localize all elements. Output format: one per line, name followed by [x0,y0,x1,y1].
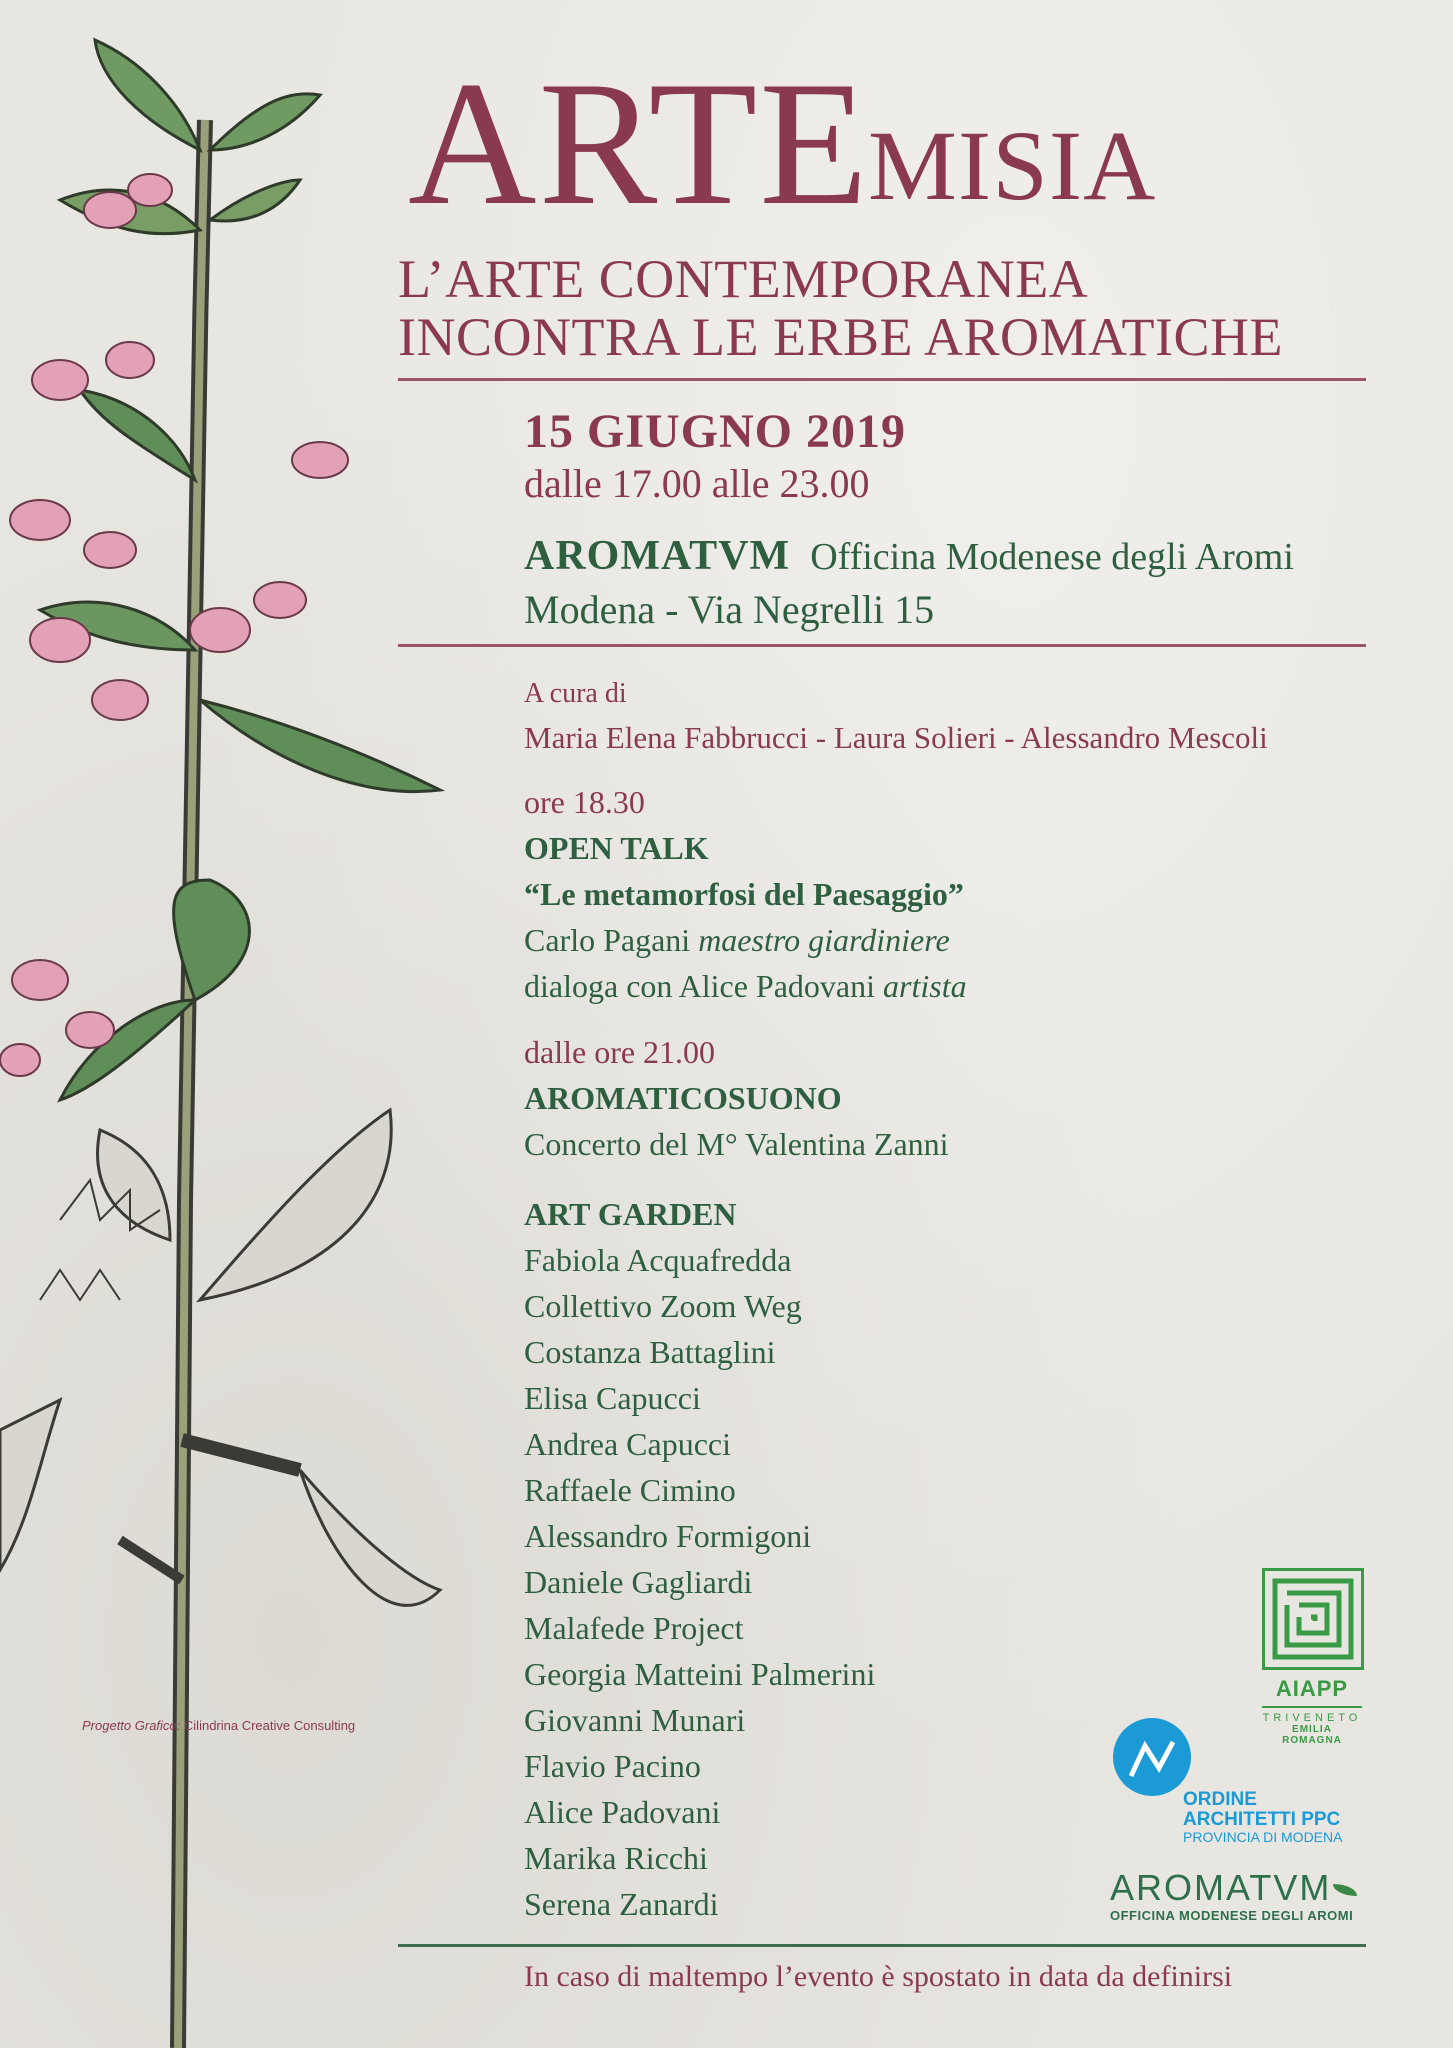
curators-names: Maria Elena Fabbrucci - Laura Solieri - Alessandro Mescoli [524,720,1268,755]
credit-label: Progetto Grafico: [82,1718,181,1733]
ordine-line-3: PROVINCIA DI MODENA [1183,1829,1343,1845]
title-main: ARTE [408,44,871,242]
artist-item: Georgia Matteini Palmerini [524,1656,876,1692]
artist-item: Elisa Capucci [524,1380,701,1416]
leaf-icon [1333,1884,1357,1896]
artist-item: Alessandro Formigoni [524,1518,812,1554]
aiapp-region-1: TRIVENETO [1262,1712,1362,1724]
event-venue [524,532,1294,580]
artist-item: Serena Zanardi [524,1886,719,1922]
artist-item: Costanza Battaglini [524,1334,776,1370]
venue-name: AROMATVM [524,533,791,579]
ordine-line-2: ARCHITETTI PPC [1183,1809,1341,1830]
talk-title: “Le metamorfosi del Paesaggio” [524,876,964,912]
venue-description: Officina Modenese degli Aromi [810,536,1294,578]
subtitle-line-1: L’ARTE CONTEMPORANEA [398,249,1089,309]
artist-item: Giovanni Munari [524,1702,746,1738]
talk-time: ore 18.30 [524,784,645,820]
artist-item: Alice Padovani [524,1794,721,1830]
aromatvm-logo [1110,1868,1372,1923]
curators-label: A cura di [524,678,627,709]
ordine-line-1: ORDINE [1183,1789,1257,1810]
poster-title [408,44,1308,242]
aromatvm-logo-name: AROMATVM [1110,1867,1332,1908]
concert-description: Concerto del M° Valentina Zanni [524,1126,949,1162]
event-date: 15 GIUGNO 2019 [524,405,907,458]
artist-item: Daniele Gagliardi [524,1564,753,1600]
artist-item: Marika Ricchi [524,1840,708,1876]
artist-item: Malafede Project [524,1610,744,1646]
credit-name: Cilindrina Creative Consulting [183,1718,356,1733]
talk-heading: OPEN TALK [524,830,709,866]
title-tail: MISIA [868,110,1157,221]
aiapp-name: AIAPP [1262,1676,1362,1708]
artist-item: Fabiola Acquafredda [524,1242,792,1278]
artist-item: Raffaele Cimino [524,1472,736,1508]
ordine-emblem-icon [1113,1718,1191,1796]
speaker-1-name: Carlo Pagani [524,922,691,958]
art-garden-heading: ART GARDEN [524,1196,737,1232]
poster-subtitle [398,250,1283,366]
artist-item: Andrea Capucci [524,1426,732,1462]
concert-time: dalle ore 21.00 [524,1034,716,1070]
event-address: Modena - Via Negrelli 15 [524,587,935,632]
artist-item: Collettivo Zoom Weg [524,1288,802,1324]
weather-notice: In caso di maltempo l’evento è spostato in data da definirsi [524,1960,1233,1993]
divider-bottom [398,1944,1366,1947]
graphic-credits [82,1718,355,1733]
concert-heading: AROMATICOSUONO [524,1080,842,1116]
aiapp-region-2: EMILIA ROMAGNA [1282,1724,1342,1746]
event-hours: dalle 17.00 alle 23.00 [524,461,870,506]
talk-speaker-1 [524,918,950,963]
speaker-2-role: artista [883,968,967,1004]
aromatvm-logo-subtitle: OFFICINA MODENESE DEGLI AROMI [1110,1908,1354,1923]
dialog-prefix: dialoga con Alice Padovani [524,968,876,1004]
divider-top [398,378,1366,381]
divider-middle [398,644,1366,647]
labyrinth-icon [1262,1568,1364,1670]
artist-item: Flavio Pacino [524,1748,701,1784]
subtitle-line-2: INCONTRA LE ERBE AROMATICHE [398,307,1284,367]
talk-speaker-2 [524,964,967,1009]
speaker-1-role: maestro giardiniere [698,922,950,958]
ordine-architetti-logo [1113,1718,1363,1845]
